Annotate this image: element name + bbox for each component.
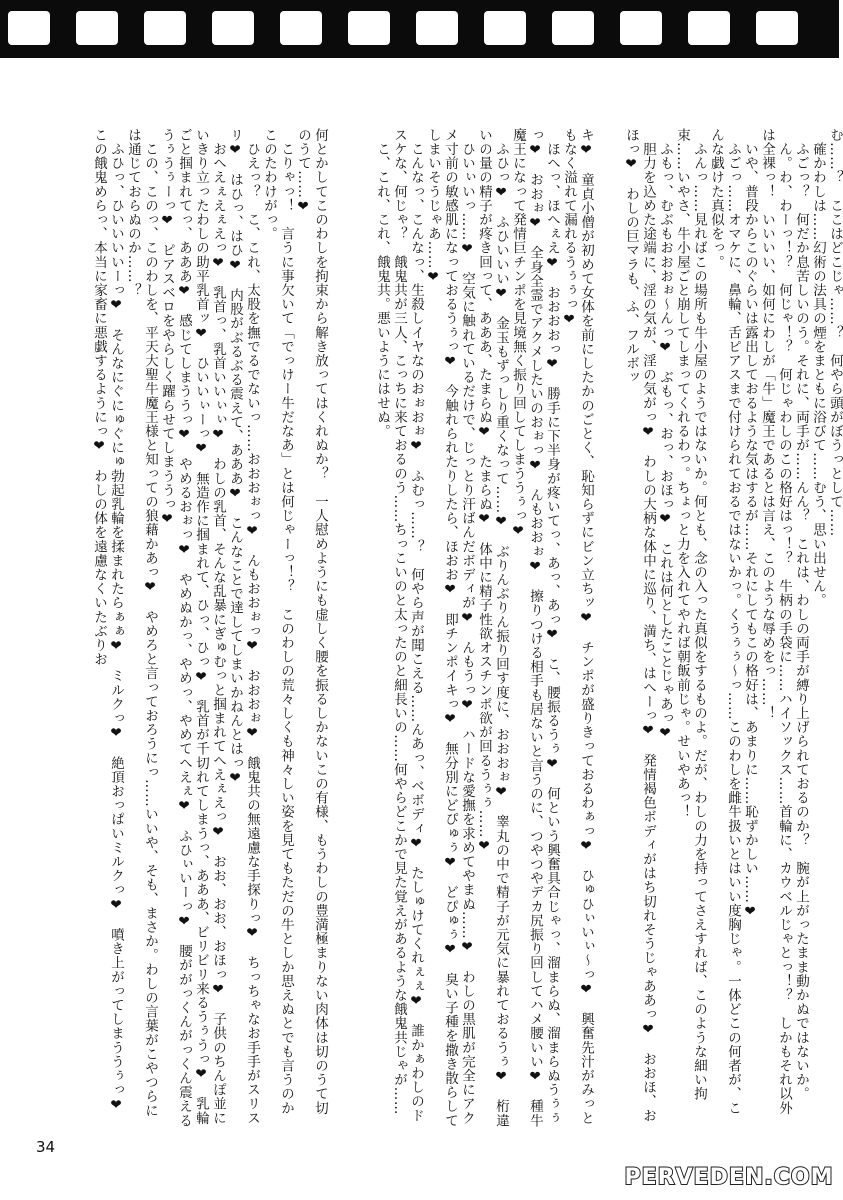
film-sprocket-hole bbox=[212, 11, 254, 45]
text-column-middle: キ❤ 童貞小僧が初めて女体を前にしたかのごとく、恥知らずにビン立ちッ❤ チンポが盛りきっておるわぁっ❤ ひゅひぃいぃ～っ❤ 興奮先汁がみっともなく溢れて漏れるうぅぅっ❤ ほへっ、ほへぇえ❤ おおおおっ❤ 勝手に下半身が疼いてっ、あっ、あっ❤ こ、腰振るうぅ❤ 何という興奮具合じゃっ、溜まらぬ、溜まらぬうぅぅっ❤ おおぉ❤ 全身全霊でアクメしたいのおぉっ❤ んもおおぉ❤ 擦りつける相手も居ないと言うのに、つやつやデカ尻振り回してハメ腰いい❤ 種牛魔王になって発情巨チンポを見境無く振り回してしまううぅっ❤ ふひっ❤ ふひいいい❤ 金玉もずっしり重くなって……❤ ぶりんぶりん振り回す度に、おおおぉ❤ 睾丸の中で精子が元気に暴れておるうぅ❤ 桁違いの量の精子が疼き回って、あああ、たまらぬ❤ たまらぬ❤ 体中に精子性欲オスチンポ欲が回るうぅぅ……❤ ひいぃいっ……❤ 空気に触れているだけで、じっとり汗ばんだボディが❤ んもうっ❤ ハードな愛撫を求めてやまぬ……❤ わしの黒肌が完全にアクメ寸前の敏感肌になっておるうぅっ❤ 今触れられたりしたら、ほおお❤ 即チンポイキっ❤ 無分別にどぴゅぅ❤ どぴゅぅ❤ 臭い子種を撒き散らしてしまいそうじゃあ……❤ こんなっ、こんなっ、生殺しイヤなのおぉおぉ❤ ふむっ……？ 何やら声が聞こえる……んあっ、ベボディ❤ たしゅけてくれぇぇ❤ 誰かぁわしのドスケな、何じゃ？ 餓鬼共が三人、こっちに来ておるのう……ちっこいのと太ったのと細長いの……何やらどこかで見た覚えがあるような餓鬼共じゃが…… こ、これ、これ、餓鬼共。悪いようにはせぬ。 bbox=[374, 128, 594, 1128]
film-sprocket-hole bbox=[416, 11, 458, 45]
film-sprocket-hole bbox=[552, 11, 594, 45]
film-sprocket-hole bbox=[688, 11, 730, 45]
film-sprocket-hole bbox=[8, 11, 50, 45]
page-number: 34 bbox=[36, 1138, 56, 1156]
text-column-left: 何とかしてこのわしを拘束から解き放ってはくれぬか？ 一人慰めようにも虚しく腰を振るしかないこの有様、もうわしの豊満極まりない肉体は切のうて切のうて……❤ こりゃっ！ 言うに事欠いて「でっけー牛だなあ」とは何じゃーっ！？ このわしの荒々しくも神々しい姿を見てもただの牛としか思えぬとでも言うのかこのたわけがっ。 ひえっ？ こ、これ、太股を撫でるでないっ……おおおぉっ❤ んもおおぉっ❤ おおおぉ❤ 餓鬼共の無遠慮な手探りっ❤ ちっちゃなお手手がスリスリ❤ はひっ、はひ❤ 内股がぶるぶる震えて、あああ❤ こんなことで達してしまいかねんとはっ❤ おへえぇえぇえっ❤ 乳首っ、乳首いいぃぃ❤ わしの乳首、そんな乱暴にぎゅむっと掴まれてへえぇえっ❤ おお、おお、おほっ❤ 子供のちんぽ並にいきり立ったわしの助平乳首ッ❤ ひいいぃーっ❤ 無造作に掴まれて、ひっ、ひっ❤ 乳首が千切れてしまうっ、あああ、ビリビリ来るうぅうっ❤ 乳輪ごと掴まれてっ、あああ❤ 感じてしまううっ❤ やめるおぉっ❤ やめぬかっ、やめっ、やめてへえぇ❤ ふひぃいーっ❤ 腰ががっくんがっくん震えるうぅうぅーっ❤ ピアスベロをやらしく躍らせてしまううっ❤ この、このっ、このわしを、平天大聖牛魔王様と知っての狼藉かあっ❤ やめろと言っておろうにっ……いいや、そも、まさか。わしの言葉がこやつらには通じておらぬのか……？ ふひっ、ひいいいいーっ❤ そんなにぐにゅぐにゅ勃起乳輪を揉まれたらぁぁ❤ ミルクっ❤ 絶頂おっぱいミルクっ❤ 噴き上がってしまううぅっ❤ この餓鬼めらっ、本当に家畜に悪戯するようにっ❤ わしの体を遠慮なくいたぶりお bbox=[91, 128, 328, 1128]
text-column-right: む……？ ここはどこじゃ……？ 何やら頭がぼうっとして…… 確かわしは……幻術の法具の煙をまともに浴びて……むう、思い出せん。 ふごっ？ 何だか息苦しいのう。それに、両手が……んん？ これは、わしの両手が縛り上げられておるのか？ 腕が上がったまま動かぬではないか。 ん。わ、わーっ！？ 何じゃ！？ 何じゃわしのこの格好はっ！？ 牛柄の手袋に……ハイソックス……首輪に、カウベルじゃとっ！？ しかもそれ以外は全裸っ！ いいいい、如何にわしが「牛」魔王であるとは言え、このような辱めをっ……！ いや、普段からこのぐらいは露出しておるような気はするが……それにしてもこの格好は、あまりに……恥ずかしい……❤ ふごっ……オマケに、鼻輪、舌ピアスまで付けられておるではないかっ。くうぅぅ～っ……このわしを雌牛扱いとはいい度胸じゃ。一体どこの何者が、こんな戯けた真似をっ。 ふんっ……見ればこの場所も牛小屋のようではないか。何とも、念の入った真似をするものよ。だが、わしの力を持ってさえすれば、このような細い拘束……いやさ、牛小屋ごと崩してしまってくれるわっ。ちょっと力を入れてやれば朝飯前じゃ。せいやあっ！ ふもっ、むぶもおおおぉ～んっ❤ ぶもっ、おっ、おほっ❤ これは何としたことじゃあっ❤ 胆力を込めた途端に、淫の気が、淫の気がっ❤ わしの大柄な体中に巡り、満ち、はへーっ❤ 発情褐色ボディがはち切れそうじゃああっ❤ おおほ、おほっ❤ わしの巨マラも、ふ、フルボッ bbox=[623, 128, 843, 1123]
film-sprocket-hole bbox=[348, 11, 390, 45]
film-sprocket-hole bbox=[280, 11, 322, 45]
film-sprocket-hole bbox=[76, 11, 118, 45]
film-sprocket-hole bbox=[484, 11, 526, 45]
film-sprocket-hole bbox=[144, 11, 186, 45]
film-sprocket-hole bbox=[620, 11, 662, 45]
watermark-text: PERVEDEN.COM bbox=[624, 1165, 834, 1190]
film-sprocket-hole bbox=[756, 11, 798, 45]
watermark-logo bbox=[623, 1156, 835, 1194]
filmstrip-header bbox=[0, 0, 839, 58]
